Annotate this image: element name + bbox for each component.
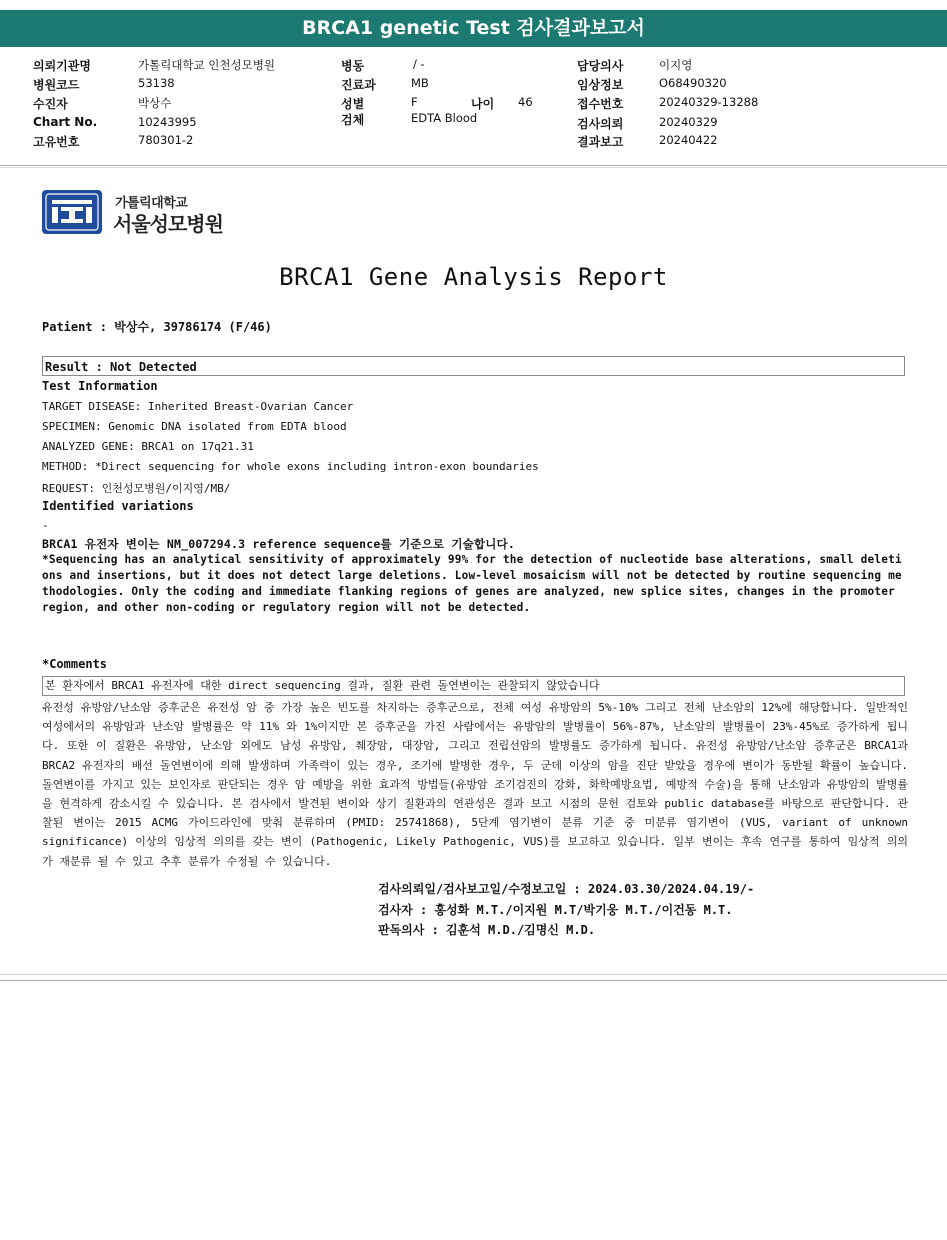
header-label: 병원코드 xyxy=(33,78,80,92)
header-value: 박상수 xyxy=(138,96,172,110)
report-banner: BRCA1 genetic Test 검사결과보고서 xyxy=(0,10,947,47)
comments-heading: *Comments xyxy=(42,657,108,671)
header-value: 10243995 xyxy=(138,115,197,129)
header-row xyxy=(0,133,947,152)
footer-divider xyxy=(0,980,947,981)
header-value: EDTA Blood xyxy=(411,111,478,125)
header-label: 수진자 xyxy=(33,97,68,111)
header-label: 검사의뢰 xyxy=(577,117,624,131)
header-label: 고유번호 xyxy=(33,135,80,149)
target-disease: TARGET DISEASE: Inherited Breast-Ovarian Cancer xyxy=(42,400,354,413)
header-row xyxy=(0,76,947,95)
hospital-logo xyxy=(42,190,242,238)
report-title: BRCA1 Gene Analysis Report xyxy=(279,263,668,291)
sequencing-note: *Sequencing has an analytical sensitivity of approximately 99% for the detection of nucleotide base alterations, small deletions and insertions, but it does not detect large deletions. Low-level mosaicism will not be detected by routine sequencing methodologies. Only the coding and immediate flanking regions of genes are analyzed, new splice sites, changes in the promoter region, and other non-coding or regulatory region will not be detected. xyxy=(42,553,902,614)
variations-value: - xyxy=(42,519,49,532)
reference-note: BRCA1 유전자 변이는 NM_007294.3 reference sequence를 기준으로 기술합니다. xyxy=(42,537,516,551)
specimen: SPECIMEN: Genomic DNA isolated from EDTA blood xyxy=(42,420,347,433)
header-label: 나이 xyxy=(471,97,495,111)
header-value: 이지영 xyxy=(659,58,693,72)
request: REQUEST: 인천성모병원/이지영/MB/ xyxy=(42,482,231,495)
analyzed-gene: ANALYZED GENE: BRCA1 on 17q21.31 xyxy=(42,440,254,453)
header-label: 결과보고 xyxy=(577,135,624,149)
header-label: 임상정보 xyxy=(577,78,624,92)
method: METHOD: *Direct sequencing for whole exons including intron-exon boundaries xyxy=(42,460,539,473)
logo-university-name: 가톨릭대학교 xyxy=(115,196,188,211)
header-value: / - xyxy=(413,57,425,71)
header-divider xyxy=(0,165,947,166)
header-value: 20240422 xyxy=(659,133,718,147)
signoff-examiners: 검사자 : 홍성화 M.T./이지원 M.T/박기웅 M.T./이건동 M.T. xyxy=(378,903,733,917)
signoff-dates: 검사의뢰일/검사보고일/수정보고일 : 2024.03.30/2024.04.19/- xyxy=(378,882,755,896)
comments-summary-box: 본 환자에서 BRCA1 유전자에 대한 direct sequencing 결과, 질환 관련 돌연변이는 관찰되지 않았습니다 xyxy=(42,676,905,696)
header-value: 780301-2 xyxy=(138,133,194,147)
header-label: Chart No. xyxy=(33,115,98,129)
header-label: 접수번호 xyxy=(577,97,624,111)
header-value: 가톨릭대학교 인천성모병원 xyxy=(138,58,275,72)
header-label: 의뢰기관명 xyxy=(33,59,91,73)
patient-header xyxy=(0,53,947,165)
header-value: 46 xyxy=(518,95,533,109)
header-row xyxy=(0,57,947,76)
header-divider xyxy=(0,167,947,168)
header-row xyxy=(0,111,947,134)
header-value: 20240329 xyxy=(659,115,718,129)
header-value: MB xyxy=(411,76,429,90)
header-label: 성별 xyxy=(341,97,365,111)
header-label: 검체 xyxy=(341,113,365,127)
header-label: 담당의사 xyxy=(577,59,624,73)
header-value: F xyxy=(411,95,418,109)
header-value: 53138 xyxy=(138,76,175,90)
hospital-emblem-icon xyxy=(42,190,102,234)
result-box: Result : Not Detected xyxy=(42,356,905,376)
variations-heading: Identified variations xyxy=(42,499,194,513)
header-label: 진료과 xyxy=(341,78,376,92)
patient-line: Patient : 박상수, 39786174 (F/46) xyxy=(42,320,272,334)
logo-hospital-name: 서울성모병원 xyxy=(113,212,223,236)
header-value: O68490320 xyxy=(659,76,727,90)
comments-body: 유전성 유방암/난소암 증후군은 유전성 암 중 가장 높은 빈도를 차지하는 증후군으로, 전체 여성 유방암의 5%-10% 그리고 전체 난소암의 12%에 해당합니다. 일반적인 여성에서의 유방암과 난소암 발병률은 약 11% 와 1%이지만 본 증후군을 가진 사람에서는 유방암의 발병률이 56%-87%, 난소암의 발병률이 23%-45%로 증가하게 됩니다. 또한 이 질환은 유방암, 난소암 외에도 남성 유방암, 췌장암, 대장암, 그리고 전립선암의 발병률도 증가하게 됩니다. 유전성 유방암/난소암 증후군은 BRCA1과 BRCA2 유전자의 배선 돌연변이에 의해 발생하며 가족력이 있는 경우, 조기에 발병한 경우, 두 군데 이상의 암을 진단 받았을 경우에 변이가 동반될 확률이 높습니다. 돌연변이를 가지고 있는 보인자로 판단되는 경우 암 예방을 위한 효과적 방법들(유방암 조기검진의 강화, 화학예방요법, 예방적 수술)을 통해 난소암과 유방암의 발병률을 현격하게 감소시킬 수 있습니다. 본 검사에서 발견된 변이와 상기 질환과의 연관성은 결과 보고 시점의 문헌 검토와 public database를 바탕으로 판단합니다. 관찰된 변이는 2015 ACMG 가이드라인에 맞춰 분류하며 (PMID: 25741868), 5단계 염기변이 분류 기준 중 미분류 염기변이 (VUS, variant of unknown significance) 이상의 임상적 의의를 갖는 변이 (Pathogenic, Likely Pathogenic, VUS)를 보고하고 있습니다. 일부 변이는 후속 연구를 통하여 임상적 의의가 재분류 될 수 있고 추후 분류가 수정될 수 있습니다. xyxy=(42,701,908,868)
header-value: 20240329-13288 xyxy=(659,95,759,109)
header-label: 병동 xyxy=(341,59,365,73)
test-info-heading: Test Information xyxy=(42,379,158,393)
footer-divider xyxy=(0,974,947,975)
signoff-physicians: 판독의사 : 김훈석 M.D./김명신 M.D. xyxy=(378,923,596,937)
